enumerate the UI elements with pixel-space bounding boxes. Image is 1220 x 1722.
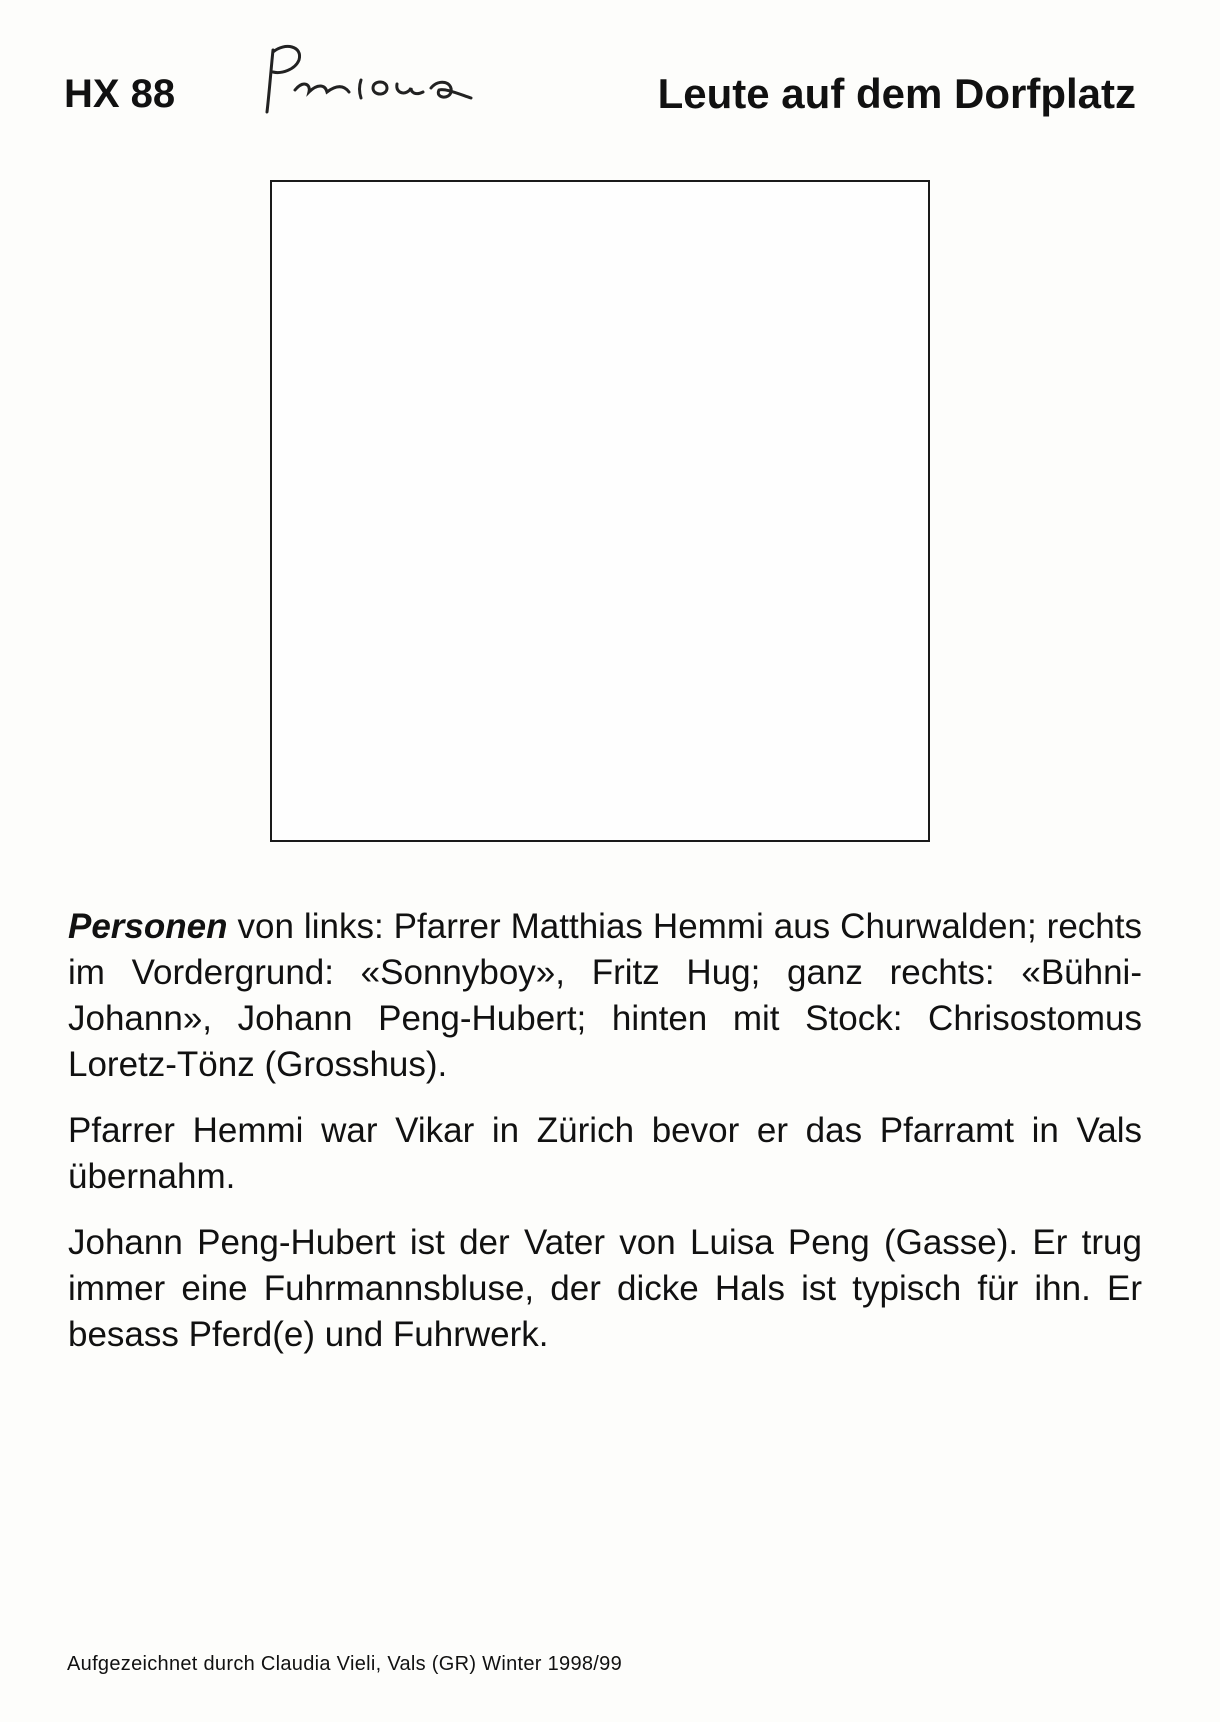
footer-credit: Aufgezeichnet durch Claudia Vieli, Vals (GR) Winter 1998/99 xyxy=(67,1653,623,1675)
photo-placeholder-frame xyxy=(270,180,930,842)
paragraph-persons-text: von links: Pfarrer Matthias Hemmi aus Churwalden; rechts im Vordergrund: «Sonnyboy», Fritz Hug; ganz rechts: «Bühni-Johann», Johann Peng-Hubert; hinten mit Stock: Chrisostomus Loretz-Tönz (Grosshus). xyxy=(68,907,1142,1084)
description-text xyxy=(68,904,1142,1378)
paragraph-pastor: Pfarrer Hemmi war Vikar in Zürich bevor er das Pfarramt in Vals übernahm. xyxy=(68,1111,1142,1196)
paragraph-johann: Johann Peng-Hubert ist der Vater von Luisa Peng (Gasse). Er trug immer eine Fuhrmannsbluse, der dicke Hals ist typisch für ihn. Er besass Pferd(e) und Fuhrwerk. xyxy=(68,1223,1142,1354)
signature-drawing xyxy=(255,40,485,120)
document-title: Leute auf dem Dorfplatz xyxy=(657,70,1136,117)
paragraph-lead: Personen xyxy=(68,907,228,946)
handwritten-signature xyxy=(255,40,485,120)
paragraph-persons xyxy=(68,904,1142,1088)
document-code: HX 88 xyxy=(64,72,176,116)
